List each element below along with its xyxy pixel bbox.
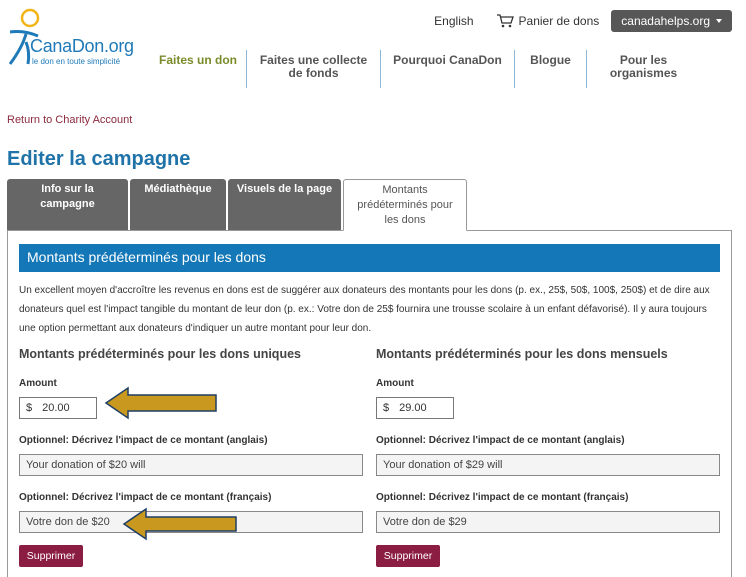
one-time-amount-label: Amount <box>19 378 57 389</box>
cart-link[interactable] <box>496 14 600 28</box>
monthly-delete-button[interactable]: Supprimer <box>376 545 440 567</box>
nav-blogue[interactable]: Blogue <box>514 50 586 88</box>
cart-label: Panier de dons <box>518 14 600 28</box>
tab-mediatheque[interactable]: Médiathèque <box>130 179 226 231</box>
one-time-amount-input[interactable] <box>19 397 97 419</box>
currency-symbol: $ <box>26 402 33 414</box>
nav-pourquoi-canadon[interactable]: Pourquoi CanaDon <box>380 50 514 88</box>
one-time-impact-en-field[interactable]: Your donation of $20 will <box>19 454 363 476</box>
one-time-delete-button[interactable]: Supprimer <box>19 545 83 567</box>
campaign-tabs <box>7 179 467 231</box>
one-time-impact-fr-label: Optionnel: Décrivez l'impact de ce montant (français) <box>19 492 272 503</box>
intro-text: Un excellent moyen d'accroître les revenus en dons est de suggérer aux donateurs des montants pour les dons (p. ex., 25$, 50$, 100$, 250$) et de dire aux donateurs quel est l'impact tangible du montant de leur don (p. ex.: Votre don de 25$ fournira une trousse scolaire à un enfant défavorisé). Il y aura toujours une option permettant aux donateurs d'indiquer un autre montant pour leur don. <box>19 285 710 334</box>
one-time-column <box>19 347 364 562</box>
monthly-impact-fr-field[interactable]: Votre don de $29 <box>376 511 720 533</box>
monthly-amount-input[interactable] <box>376 397 454 419</box>
monthly-column <box>376 347 721 562</box>
one-time-impact-fr-field[interactable]: Votre don de $20 <box>19 511 363 533</box>
one-time-impact-en-label: Optionnel: Décrivez l'impact de ce montant (anglais) <box>19 435 268 446</box>
one-time-title: Montants prédéterminés pour les dons uniques <box>19 347 301 361</box>
return-to-charity-link[interactable]: Return to Charity Account <box>7 114 133 126</box>
annotation-arrow-icon <box>104 386 218 420</box>
site-switcher-button[interactable] <box>611 10 732 32</box>
monthly-amount-label: Amount <box>376 378 414 389</box>
cart-icon <box>496 14 514 28</box>
site-switcher-label: canadahelps.org <box>621 14 710 28</box>
logo-name: CanaDon.org <box>30 36 134 56</box>
nav-pour-les-organismes[interactable]: Pour les organismes <box>586 50 700 88</box>
page-title: Editer la campagne <box>7 148 191 170</box>
utility-bar <box>434 10 732 32</box>
logo-tagline: le don en toute simplicité <box>32 57 121 66</box>
monthly-impact-en-field[interactable]: Your donation of $29 will <box>376 454 720 476</box>
one-time-amount-value: 20.00 <box>42 402 70 414</box>
monthly-impact-fr-label: Optionnel: Décrivez l'impact de ce montant (français) <box>376 492 629 503</box>
chevron-down-icon <box>716 19 722 23</box>
tab-montants-predetermines[interactable]: Montants prédéterminés pour les dons <box>343 179 467 231</box>
annotation-arrow-icon <box>122 507 238 541</box>
language-link[interactable]: English <box>434 14 474 28</box>
currency-symbol: $ <box>383 402 390 414</box>
nav-collecte-de-fonds[interactable]: Faites une collecte de fonds <box>246 50 380 88</box>
monthly-title: Montants prédéterminés pour les dons mensuels <box>376 347 668 361</box>
nav-faites-un-don[interactable]: Faites un don <box>159 53 237 67</box>
section-banner: Montants prédéterminés pour les dons <box>19 244 720 272</box>
tab-info-campagne[interactable]: Info sur la campagne <box>7 179 128 231</box>
monthly-amount-value: 29.00 <box>399 402 427 414</box>
main-nav <box>150 50 700 88</box>
tab-visuels-page[interactable]: Visuels de la page <box>228 179 341 231</box>
canadon-logo[interactable] <box>4 6 144 70</box>
monthly-impact-en-label: Optionnel: Décrivez l'impact de ce montant (anglais) <box>376 435 625 446</box>
